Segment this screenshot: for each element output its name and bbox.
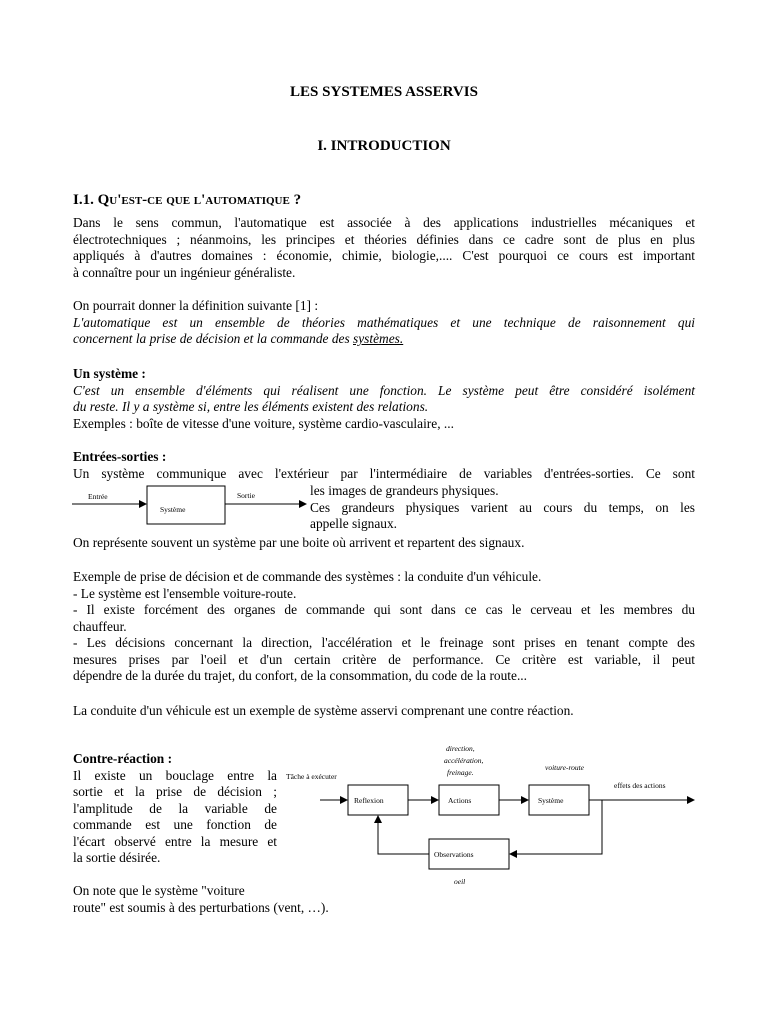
io-line: Un système communique avec l'extérieur par l'intermédiaire de variables d'entrées-sorties. Ce sont bbox=[73, 465, 695, 481]
feedback-diagram bbox=[284, 740, 714, 890]
io-heading: Entrées-sorties : bbox=[73, 449, 167, 464]
task-label: Tâche à exécuter bbox=[286, 772, 337, 781]
systeme-heading: Un système : bbox=[73, 366, 146, 381]
document-title: LES SYSTEMES ASSERVIS bbox=[290, 84, 478, 100]
systeme-examples: Exemples : boîte de vitesse d'une voiture, système cardio-vasculaire, ... bbox=[73, 415, 454, 431]
feedback-line: Il existe un bouclage entre la bbox=[73, 767, 277, 783]
systeme-label: Système bbox=[538, 796, 564, 805]
io-side-line: Ces grandeurs physiques varient au cours du temps, on les bbox=[310, 499, 695, 515]
example-line: - Le système est l'ensemble voiture-route. bbox=[73, 585, 297, 601]
observations-label: Observations bbox=[434, 850, 474, 859]
feedback-line: commande est une fonction de bbox=[73, 817, 277, 832]
example-line: - Il existe forcément des organes de commande qui sont dans ce cas le cerveau et les membres du bbox=[73, 602, 695, 617]
example-line: Exemple de prise de décision et de commande des systèmes : la conduite d'un véhicule. bbox=[73, 569, 542, 584]
systeme-block bbox=[73, 366, 695, 432]
example-conclusion-line: La conduite d'un véhicule est un exemple de système asservi comprenant une contre réaction. bbox=[73, 703, 574, 718]
definition-text: concernent la prise de décision et la commande des bbox=[73, 331, 354, 346]
example-conclusion bbox=[73, 703, 695, 720]
observation-annotation: oeil bbox=[454, 877, 466, 886]
feedback-note-line: On note que le système "voiture bbox=[73, 883, 245, 898]
io-side-line: appelle signaux. bbox=[310, 516, 398, 531]
feedback-block bbox=[73, 751, 277, 867]
system-box-label: Système bbox=[160, 505, 186, 514]
example-line: - Les décisions concernant la direction, l'accélération et le freinage sont prises en tenant compte des bbox=[73, 635, 695, 650]
feedback-line: la sortie désirée. bbox=[73, 850, 161, 865]
definition-lead: On pourrait donner la définition suivante [1] : bbox=[73, 298, 319, 313]
feedback-note-line: route" est soumis à des perturbations (vent, …). bbox=[73, 899, 329, 915]
intro-paragraph bbox=[73, 215, 695, 281]
io-diagram bbox=[70, 482, 310, 530]
feedback-line: sortie et la prise de décision ; bbox=[73, 784, 277, 799]
intro-line: électrotechniques ; néanmoins, les principes et théories définies dans ce cadre sont de plus en plus bbox=[73, 231, 695, 247]
actions-annotation: accélération, bbox=[444, 756, 484, 765]
feedback-line: l'amplitude de la variable de bbox=[73, 800, 277, 816]
observations-to-reflexion-arrow bbox=[378, 816, 429, 854]
feedback-heading: Contre-réaction : bbox=[73, 751, 173, 766]
io-side-line: les images de grandeurs physiques. bbox=[310, 483, 499, 498]
io-after bbox=[73, 535, 695, 552]
systemes-link[interactable]: systèmes. bbox=[353, 331, 404, 346]
actions-annotation: direction, bbox=[446, 744, 475, 753]
subsection-number: I.1. bbox=[73, 192, 94, 208]
io-after-line: On représente souvent un système par une boite où arrivent et repartent des signaux. bbox=[73, 535, 525, 550]
subsection-title: Qu'est-ce que l'automatique ? bbox=[97, 192, 302, 208]
intro-line: appliqués à d'autres domaines : économie, chimie, biologie,.... C'est pourquoi ce cours est important bbox=[73, 248, 695, 263]
output-label: Sortie bbox=[237, 491, 255, 500]
definition-line: L'automatique est un ensemble de théories mathématiques et une technique de raisonnement qui bbox=[73, 314, 695, 330]
section-heading: I. INTRODUCTION bbox=[317, 138, 451, 154]
example-line: chauffeur. bbox=[73, 618, 127, 634]
example-line: dépendre de la durée du trajet, du confort, de la consommation, du code de la route... bbox=[73, 668, 527, 683]
reflexion-label: Reflexion bbox=[354, 796, 384, 805]
example-line: mesures prises par l'oeil et d'un certain critère de performance. Ce critère est variable, il peut bbox=[73, 651, 695, 667]
systeme-line: C'est un ensemble d'éléments qui réalisent une fonction. Le système peut être considéré isolément bbox=[73, 382, 695, 398]
intro-line: Dans le sens commun, l'automatique est associée à des applications industrielles mécaniques et bbox=[73, 215, 695, 230]
actions-label: Actions bbox=[448, 796, 472, 805]
io-block bbox=[73, 449, 695, 482]
systeme-line: du reste. Il y a système si, entre les éléments existent des relations. bbox=[73, 399, 429, 414]
io-side-text bbox=[310, 483, 695, 533]
feedback-line: l'écart observé entre la mesure et bbox=[73, 833, 277, 849]
definition-line bbox=[73, 331, 695, 348]
actions-annotation: freinage. bbox=[447, 768, 474, 777]
subsection-heading bbox=[73, 192, 301, 209]
example-block bbox=[73, 569, 695, 685]
input-label: Entrée bbox=[88, 492, 108, 501]
effects-label: effets des actions bbox=[614, 781, 666, 790]
system-box bbox=[147, 486, 225, 524]
system-annotation: voiture-route bbox=[545, 763, 585, 772]
definition-block bbox=[73, 298, 695, 348]
intro-line: à connaître pour un ingénieur généraliste. bbox=[73, 264, 296, 280]
